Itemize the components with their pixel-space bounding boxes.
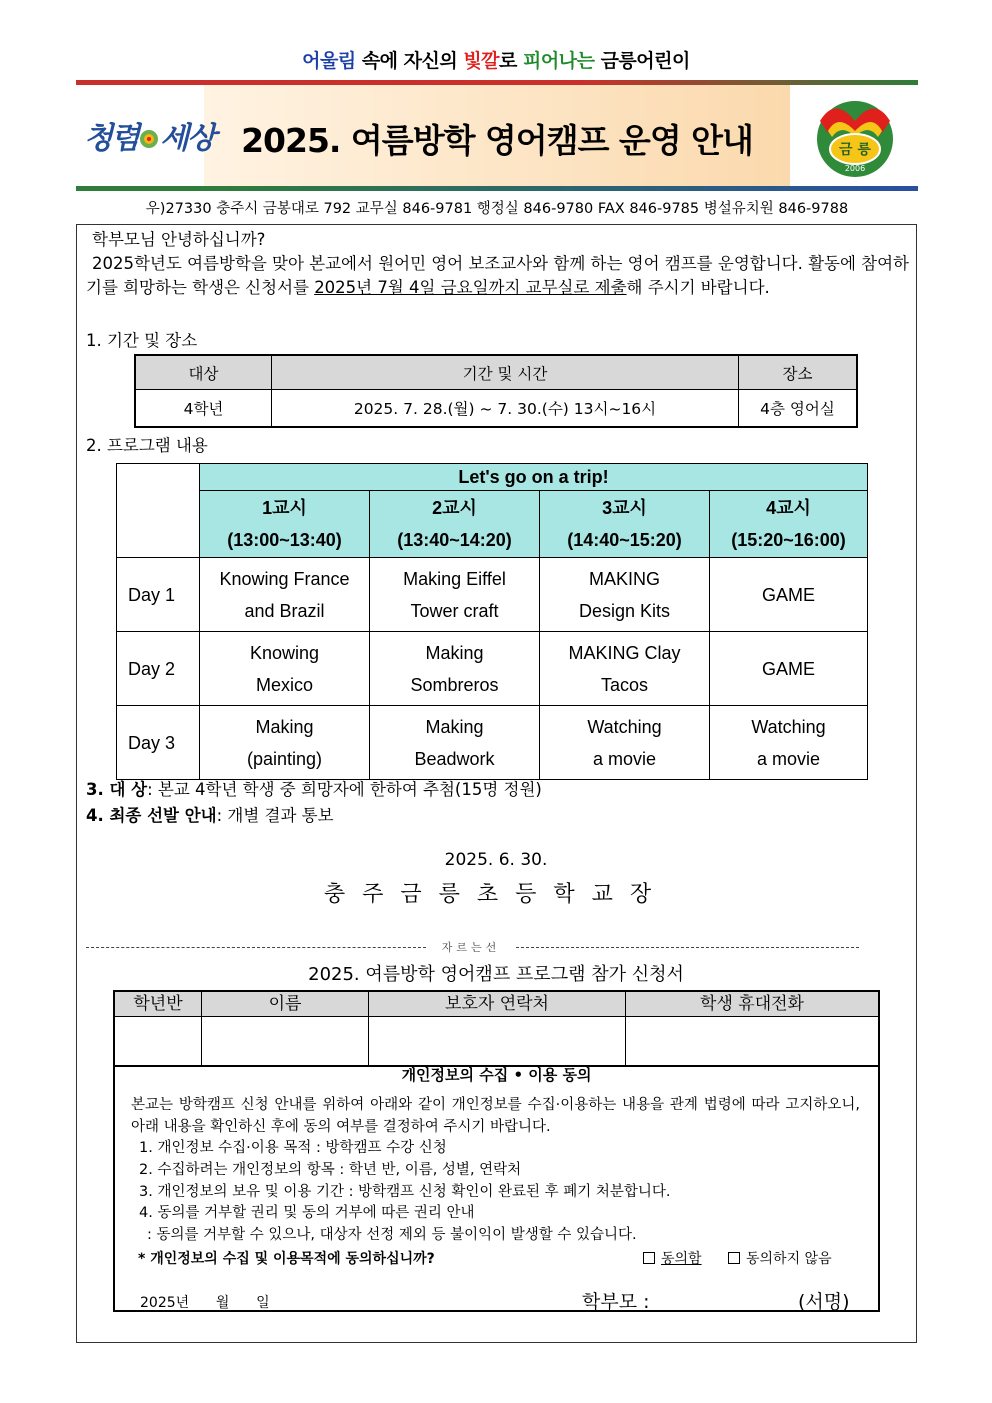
- activity-cell: MAKING Design Kits: [540, 558, 710, 632]
- header-cell: 이름: [202, 991, 369, 1017]
- consent-item: 4. 동의를 거부할 권리 및 동의 거부에 따른 권리 안내: [139, 1205, 475, 1222]
- program-table: [116, 463, 868, 780]
- consent-body: [131, 1094, 860, 1247]
- consent-intro: 본교는 방학캠프 신청 안내를 위하여 아래와 같이 개인정보를 수집·이용하는 내용을 관계 법령에 따라 고지하오니, 아래 내용을 확인하신 후에 동의 여부를 결정하여 주시기 바랍니다.: [131, 1097, 860, 1135]
- header-cell: 학생 휴대전화: [626, 991, 880, 1017]
- day-label: Day 2: [117, 632, 200, 706]
- flower-icon: [138, 128, 160, 150]
- cut-line: [86, 937, 859, 957]
- student-name-input[interactable]: [202, 1017, 369, 1067]
- consent-title: 개인정보의 수집 • 이용 동의: [401, 1066, 592, 1084]
- signature-label: (서명): [798, 1291, 850, 1313]
- activity-cell: Watching a movie: [710, 706, 868, 780]
- activity-cell: Watching a movie: [540, 706, 710, 780]
- guardian-contact-input[interactable]: [369, 1017, 626, 1067]
- table-cell: 4학년: [135, 390, 272, 428]
- period-place-table: [134, 354, 858, 428]
- table-row: [117, 632, 868, 706]
- day-label: Day 3: [117, 706, 200, 780]
- consent-item: : 동의를 거부할 수 있으나, 대상자 선정 제외 등 불이익이 발생할 수 있습니다.: [147, 1227, 637, 1244]
- grade-class-input[interactable]: [114, 1017, 202, 1067]
- deadline-highlight: 2025년 7월 4일 금요일까지 교무실로 제출: [314, 278, 627, 297]
- section3-line: 3. 대 상: 본교 4학년 학생 중 희망자에 한하여 추첨(15명 정원): [86, 780, 542, 799]
- day-label: Day 1: [117, 558, 200, 632]
- activity-cell: GAME: [710, 632, 868, 706]
- period-cell: 2교시 (13:40~14:20): [370, 491, 540, 558]
- section1-heading: 1. 기간 및 장소: [86, 331, 198, 350]
- theme-row: [117, 464, 868, 491]
- header-cell: 기간 및 시간: [272, 355, 739, 390]
- consent-item: 1. 개인정보 수집·이용 목적 : 방학캠프 수강 신청: [139, 1140, 447, 1156]
- table-header-row: [114, 991, 879, 1017]
- activity-cell: GAME: [710, 558, 868, 632]
- agree-option[interactable]: 동의함: [643, 1248, 702, 1268]
- period-cell: 4교시 (15:20~16:00): [710, 491, 868, 558]
- parent-label: 학부모 :: [582, 1291, 650, 1313]
- integrity-world-logo: 청렴 세상: [84, 121, 214, 156]
- activity-cell: Knowing Mexico: [200, 632, 370, 706]
- section2-heading: 2. 프로그램 내용: [86, 436, 208, 455]
- agree-checkbox[interactable]: [643, 1252, 655, 1264]
- form-title: 2025. 여름방학 영어캠프 프로그램 참가 신청서: [308, 964, 684, 985]
- header-cell: 대상: [135, 355, 272, 390]
- table-header-row: [135, 355, 857, 390]
- header-bottom-rule: [76, 186, 918, 191]
- school-emblem-icon: [810, 91, 900, 181]
- page-title: 2025. 여름방학 영어캠프 운영 안내: [241, 121, 753, 160]
- disagree-option[interactable]: 동의하지 않음: [728, 1248, 832, 1268]
- consent-question: * 개인정보의 수집 및 이용목적에 동의하십니까?: [138, 1251, 435, 1267]
- table-cell: 4층 영어실: [739, 390, 858, 428]
- table-cell: 2025. 7. 28.(월) ~ 7. 30.(수) 13시~16시: [272, 390, 739, 428]
- consent-item: 3. 개인정보의 보유 및 이용 기간 : 방학캠프 신청 확인이 완료된 후 폐기 처분합니다.: [139, 1183, 671, 1200]
- activity-cell: MAKING Clay Tacos: [540, 632, 710, 706]
- disagree-checkbox[interactable]: [728, 1252, 740, 1264]
- header-cell: 장소: [739, 355, 858, 390]
- section4-line: 4. 최종 선발 안내: 개별 결과 통보: [86, 806, 334, 825]
- issue-date: 2025. 6. 30.: [444, 850, 548, 870]
- empty-corner-cell: [117, 464, 200, 558]
- sign-date: 2025년 월 일: [140, 1295, 270, 1311]
- input-row: [114, 1017, 879, 1067]
- emblem-year: 2006: [844, 164, 866, 173]
- period-cell: 3교시 (14:40~15:20): [540, 491, 710, 558]
- intro-paragraph: [86, 228, 909, 300]
- period-cell: 1교시 (13:00~13:40): [200, 491, 370, 558]
- school-address: 우)27330 충주시 금봉대로 792 교무실 846-9781 행정실 846-9780 FAX 846-9785 병설유치원 846-9788: [145, 201, 849, 217]
- cut-label: 자르는선: [441, 941, 501, 954]
- activity-cell: Making Sombreros: [370, 632, 540, 706]
- application-table: [113, 990, 880, 1067]
- theme-cell: Let's go on a trip!: [200, 464, 868, 491]
- table-row: [135, 390, 857, 428]
- header-cell: 보호자 연락처: [369, 991, 626, 1017]
- activity-cell: Making (painting): [200, 706, 370, 780]
- student-phone-input[interactable]: [626, 1017, 880, 1067]
- principal-name: 충주금릉초등학교장: [323, 882, 669, 907]
- greeting: 학부모님 안녕하십니까?: [92, 230, 266, 249]
- activity-cell: Making Eiffel Tower craft: [370, 558, 540, 632]
- activity-cell: Making Beadwork: [370, 706, 540, 780]
- consent-item: 2. 수집하려는 개인정보의 항목 : 학년 반, 이름, 성별, 연락처: [139, 1161, 522, 1178]
- slogan: 어울림 속에 자신의 빛깔로 피어나는 금릉어린이: [302, 50, 690, 72]
- activity-cell: Knowing France and Brazil: [200, 558, 370, 632]
- table-row: [117, 706, 868, 780]
- table-row: [117, 558, 868, 632]
- emblem-label: 금 릉: [839, 142, 871, 158]
- intro-body: 2025학년도 여름방학을 맞아 본교에서 원어민 영어 보조교사와 함께 하는 영어 캠프를 운영합니다. 활동에 참여하기를 희망하는 학생은 신청서를 2025년 7월 4일 금요일까지 교무실로 제출해 주시기 바랍니다.: [86, 254, 909, 297]
- period-header-row: [117, 491, 868, 558]
- header-cell: 학년반: [114, 991, 202, 1017]
